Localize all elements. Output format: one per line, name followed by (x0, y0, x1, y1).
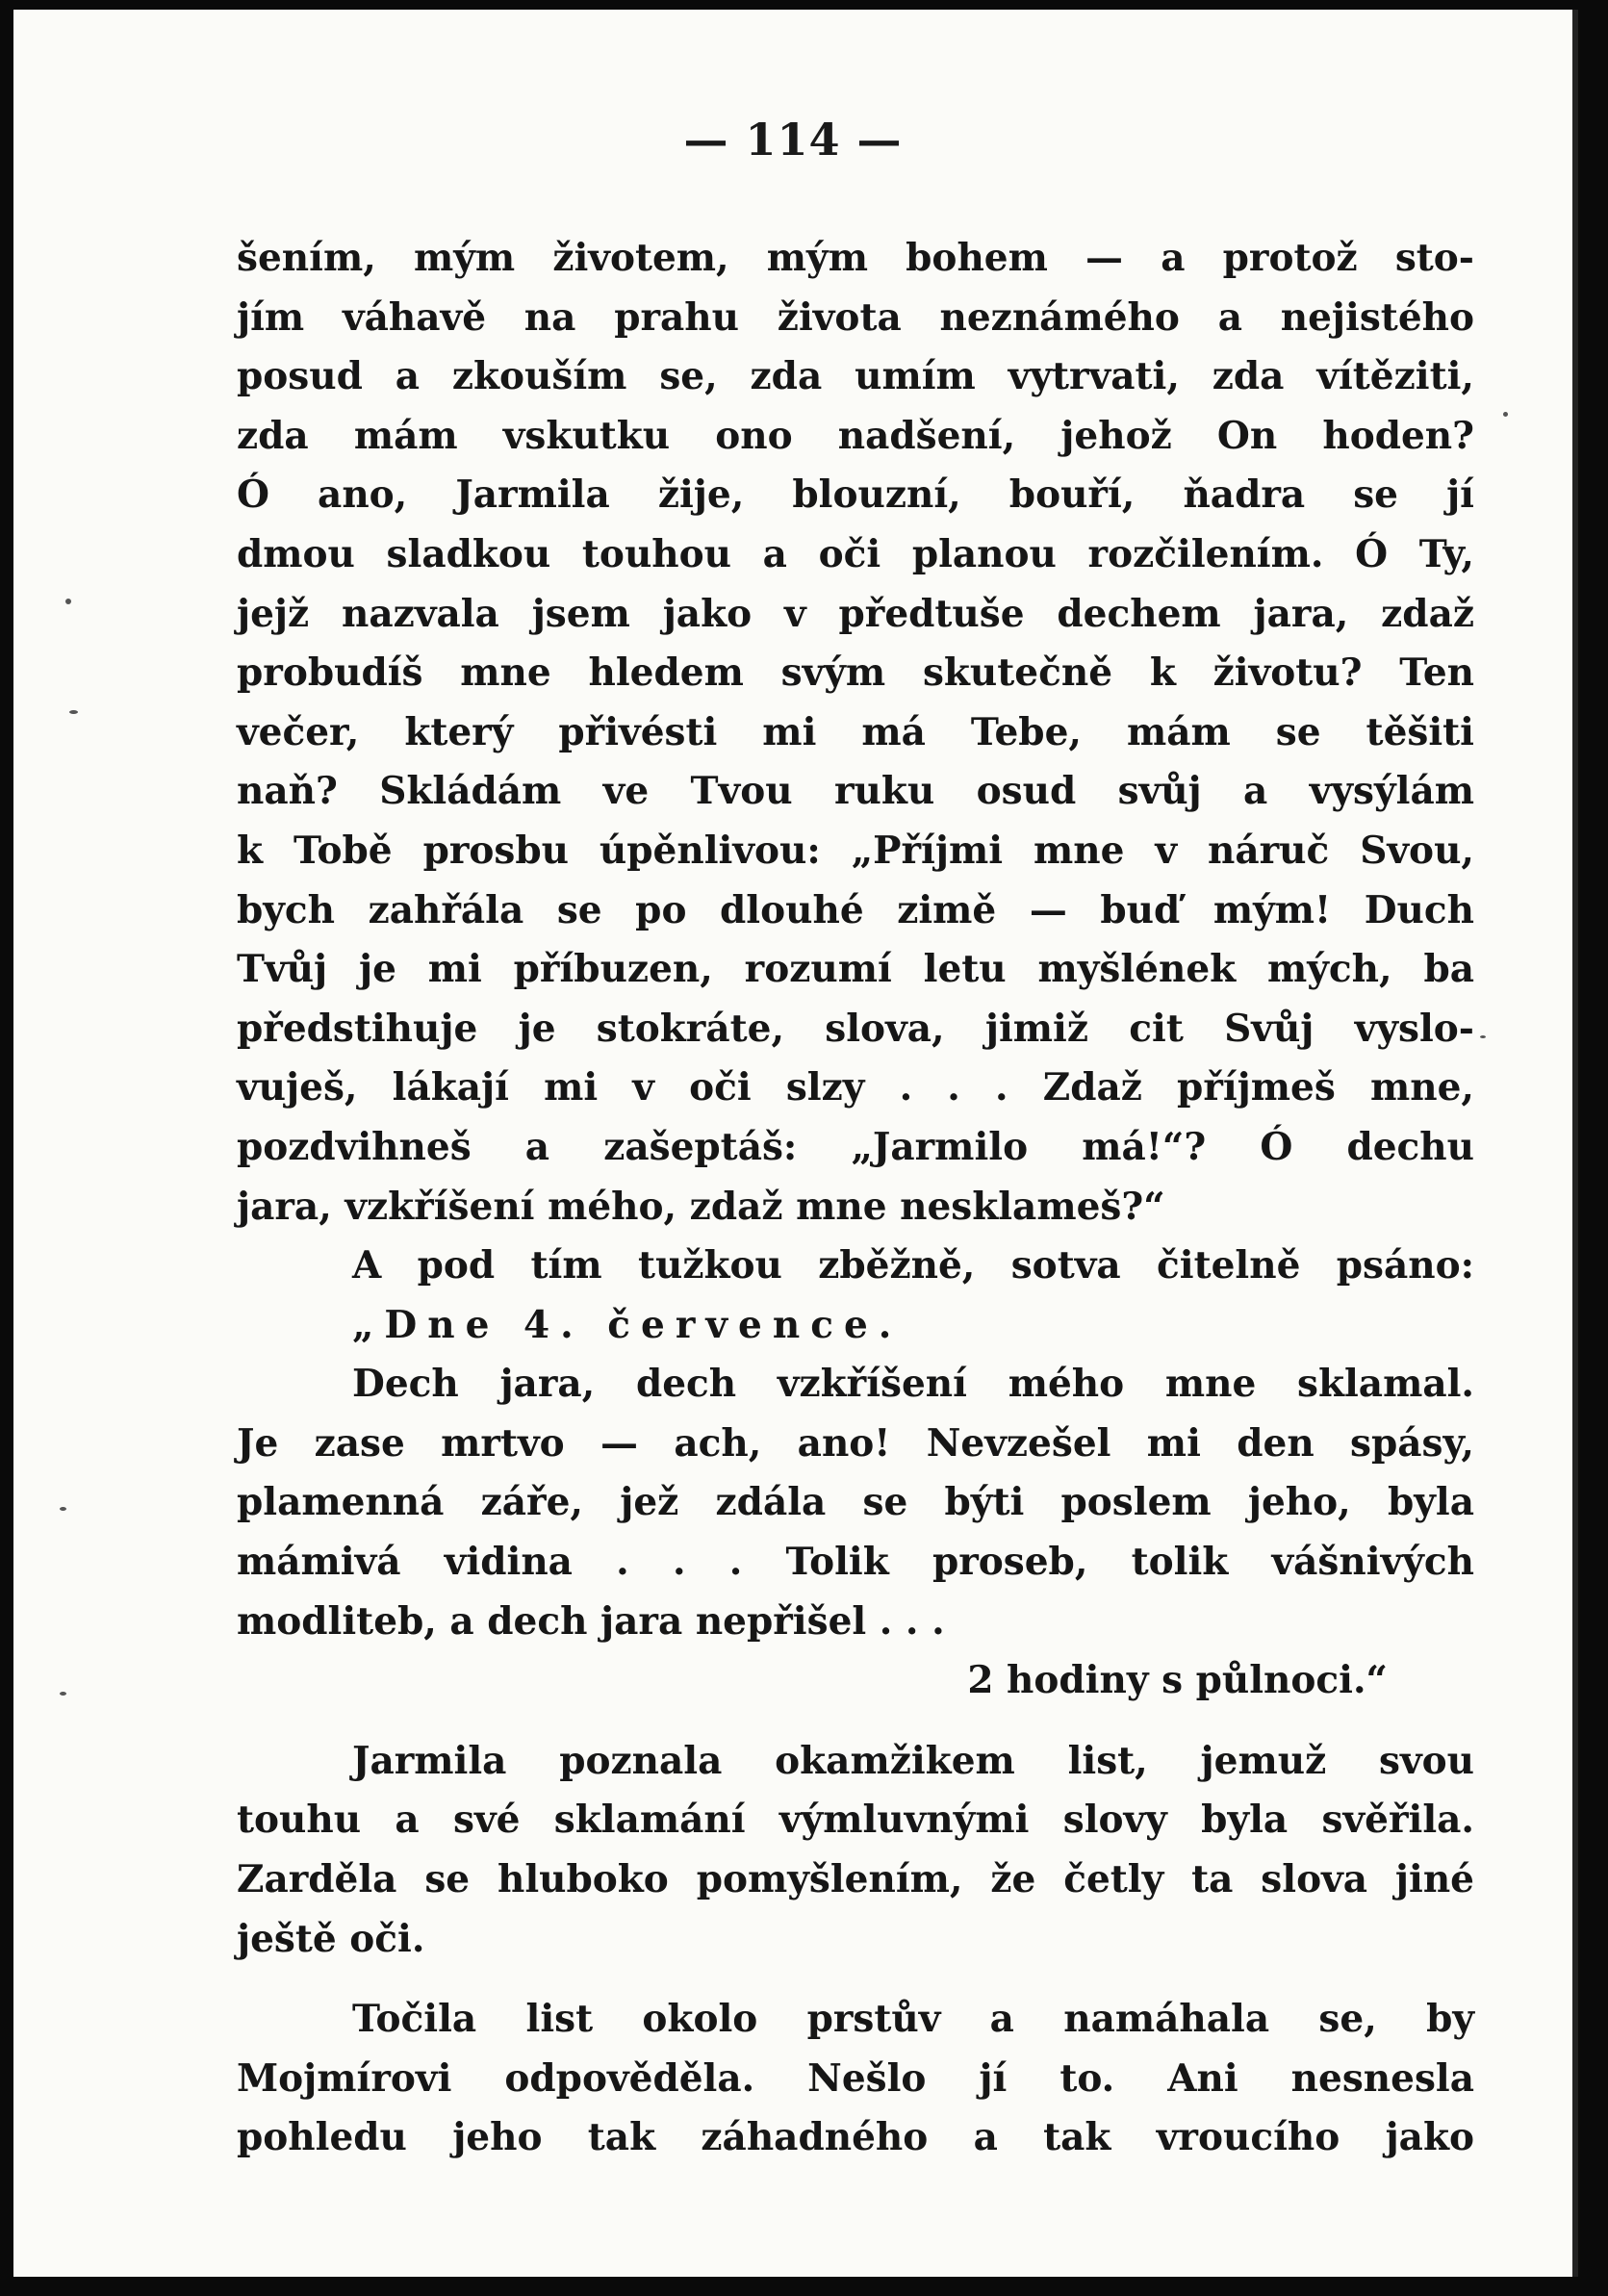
text-line: modliteb, a dech jara nepřišel . . . (237, 1598, 945, 1644)
paragraph-signature (237, 1651, 1474, 1711)
text-line: ještě oči. (237, 1916, 425, 1961)
text-line: večer, který přivésti mi má Tebe, mám se těšiti (237, 709, 1474, 754)
scan-speck (65, 599, 71, 604)
paragraph-gap (237, 1711, 1474, 1732)
text-line: jejž nazvala jsem jako v předtuše dechem jara, zdaž (237, 591, 1474, 636)
text-line: Je zase mrtvo — ach, ano! Nevzešel mi den spásy, (237, 1420, 1474, 1466)
text-line: probudíš mne hledem svým skutečně k životu? Ten (237, 651, 1474, 696)
paragraph-date-heading (237, 1296, 1474, 1356)
text-line: Tvůj je mi příbuzen, rozumí letu myšlének mých, ba (237, 947, 1474, 992)
paragraph (237, 1237, 1474, 1296)
text-line: naň? Skládám ve Tvou ruku osud svůj a vysýlám (237, 769, 1474, 814)
note-signature: 2 hodiny s půlnoci.“ (967, 1658, 1388, 1703)
text-line: šením, mým životem, mým bohem — a protož sto- (237, 236, 1474, 280)
page-number: — 114 — (683, 114, 903, 166)
date-heading: „Dne 4. července. (352, 1302, 903, 1347)
text-line: Dech jara, dech vzkříšení mého mne sklamal. (352, 1362, 1474, 1407)
text-line: Ó ano, Jarmila žije, blouzní, bouří, ňadra se jí (237, 472, 1474, 518)
text-line: předstihuje je stokráte, slova, jimiž cit Svůj vyslo- (237, 1006, 1474, 1051)
text-line: plamenná záře, jež zdála se býti poslem jeho, byla (237, 1480, 1474, 1525)
text-line: touhu a své sklamání výmluvnými slovy byla svěřila. (237, 1798, 1474, 1843)
text-line: Točila list okolo prstův a namáhala se, by (352, 1997, 1474, 2042)
text-line: zda mám vskutku ono nadšení, jehož On hoden? (237, 413, 1474, 458)
text-line: k Tobě prosbu úpěnlivou: „Příjmi mne v náruč Svou, (237, 828, 1474, 873)
text-line: vuješ, lákají mi v oči slzy . . . Zdaž příjmeš mne, (237, 1065, 1474, 1110)
text-line: jím váhavě na prahu života neznámého a nejistého (237, 294, 1474, 340)
text-line: Mojmírovi odpověděla. Nešlo jí to. Ani nesnesla (237, 2055, 1474, 2101)
text-line: jara, vzkříšení mého, zdaž mne nesklameš?“ (237, 1184, 1165, 1229)
text-line: Jarmila poznala okamžikem list, jemuž svou (352, 1738, 1474, 1783)
text-line: posud a zkouším se, zda umím vytrvati, zda vítěziti, (237, 354, 1474, 399)
scan-speck (69, 710, 78, 714)
paragraph (237, 1732, 1474, 1969)
paragraph-gap (237, 1969, 1474, 1990)
text-line: Zarděla se hluboko pomyšlením, že četly ta slova jiné (237, 1857, 1474, 1902)
scan-speck (1503, 412, 1508, 417)
scan-speck (60, 1692, 66, 1696)
text-line: pozdvihneš a zašeptáš: „Jarmilo má!“? Ó dechu (237, 1124, 1474, 1169)
text-line: dmou sladkou touhou a oči planou rozčilením. Ó Ty, (237, 531, 1474, 576)
page-text (237, 229, 1474, 2168)
scan-speck (60, 1507, 66, 1511)
text-line: mámivá vidina . . . Tolik proseb, tolik vášnivých (237, 1540, 1474, 1585)
paragraph (237, 229, 1474, 1237)
text-line: A pod tím tužkou zběžně, sotva čitelně psáno: (352, 1243, 1474, 1288)
scan-speck (1480, 1035, 1486, 1038)
paragraph (237, 1355, 1474, 1651)
text-line: pohledu jeho tak záhadného a tak vroucího jako (237, 2115, 1474, 2160)
paragraph (237, 1990, 1474, 2168)
book-page (13, 10, 1578, 2277)
text-line: bych zahřála se po dlouhé zimě — buď mým! Duch (237, 887, 1474, 932)
